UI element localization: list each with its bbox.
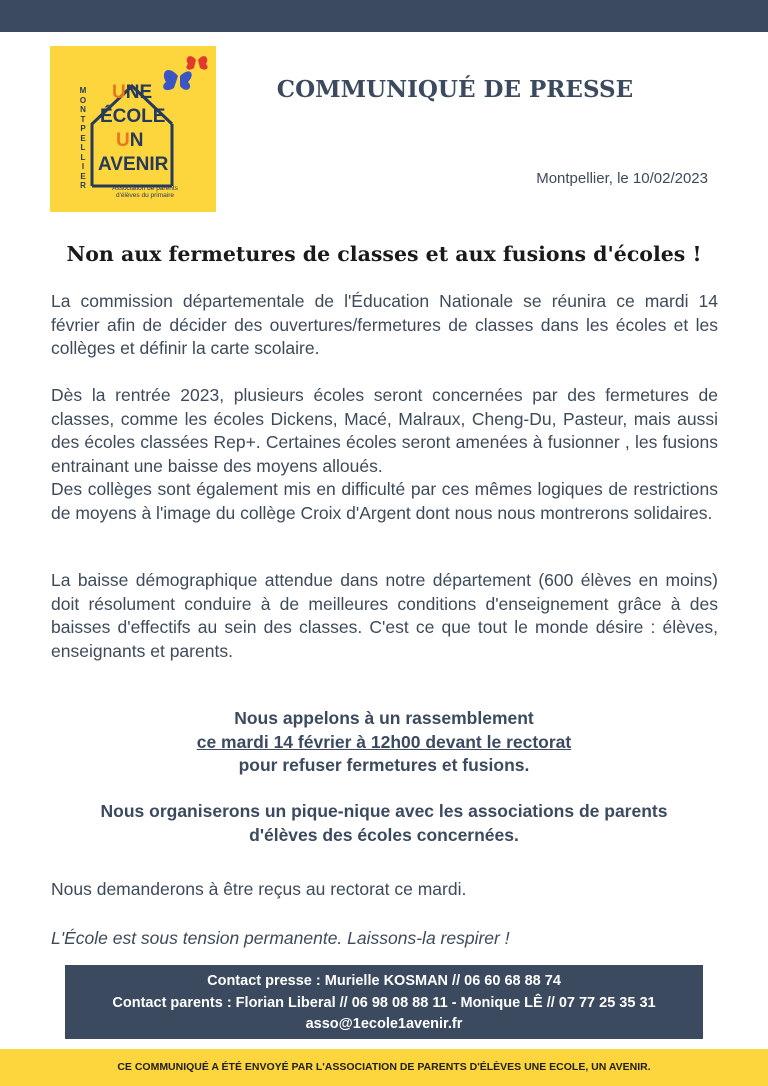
logo-side-text: M O N T P E L L I E R	[79, 86, 87, 190]
logo-line-une-rest: NE	[125, 82, 153, 103]
paragraph-closures-colleges: Des collèges sont également mis en difficulté par ces mêmes logiques de restrictions de moyens à l'image du collège Croix d'Argent dont nous nous montrerons solidaires.	[51, 479, 718, 523]
rectorate-request: Nous demanderons à être reçus au rectorat ce mardi.	[51, 879, 467, 899]
picnic-line-1: Nous organiserons un pique-nique avec les associations de parents	[100, 801, 668, 821]
closing-tagline: L'École est sous tension permanente. Laissons-la respirer !	[51, 928, 510, 948]
logo-line-un: UN	[116, 130, 144, 151]
rally-line-1: Nous appelons à un rassemblement	[234, 708, 534, 728]
picnic-line-2: d'élèves des écoles concernées.	[249, 824, 519, 845]
footer-note: CE COMMUNIQUÉ A ÉTÉ ENVOYÉ PAR L'ASSOCIATION DE PARENTS D'ÉLÈVES UNE ECOLE, UN AVENIR.	[0, 1049, 768, 1086]
press-release-title: COMMUNIQUÉ DE PRESSE	[276, 76, 634, 103]
picnic-callout	[40, 800, 728, 847]
paragraph-closures-schools: Dès la rentrée 2023, plusieurs écoles seront concernées par des fermetures de classes, comme les écoles Dickens, Macé, Malraux, Cheng-Du, Pasteur, mais aussi des écoles classées Rep+. Certaines écoles seront amenées à fusionner , les fusions entrainant une baisse des moyens alloués.	[51, 385, 718, 476]
rally-date-location: ce mardi 14 février à 12h00 devant le rectorat	[196, 731, 572, 752]
logo-line-une: UNE	[112, 82, 153, 103]
contact-email[interactable]: asso@1ecole1avenir.fr	[305, 1016, 463, 1032]
rally-callout	[40, 707, 728, 778]
contact-box	[65, 965, 703, 1039]
paragraph-commission: La commission départementale de l'Éducation Nationale se réunira ce mardi 14 février afin de décider des ouvertures/fermetures de classes dans les écoles et les collèges et définir la carte scolaire.	[51, 291, 718, 358]
association-logo	[50, 46, 216, 212]
rally-line-3: pour refuser fermetures et fusions.	[238, 755, 530, 775]
logo-line-avenir: AVENIR	[98, 154, 169, 175]
rally-line-2	[40, 731, 728, 755]
logo-subtitle-2: d'élèves du primaire	[116, 192, 174, 199]
top-bar	[0, 0, 768, 32]
paragraph-demography: La baisse démographique attendue dans notre département (600 élèves en moins) doit résolument conduire à de meilleures conditions d'enseignement grâce à des baisses d'effectifs au sein des classes. C'est ce que tout le monde désire : élèves, enseignants et parents.	[51, 570, 718, 661]
press-contact: Contact presse : Murielle KOSMAN // 06 60 68 88 74	[207, 973, 561, 989]
headline: Non aux fermetures de classes et aux fusions d'écoles !	[66, 242, 702, 266]
release-date: Montpellier, le 10/02/2023	[536, 170, 708, 187]
butterfly-red-icon	[186, 56, 207, 70]
paragraph-closures	[51, 384, 718, 525]
logo-subtitle-1: Association de parents	[112, 185, 178, 192]
parents-contact: Contact parents : Florian Liberal // 06 98 08 88 11 - Monique LÊ // 07 77 25 35 31	[112, 994, 656, 1011]
butterfly-blue-icon	[163, 70, 192, 90]
logo-line-ecole: ÉCOLE	[100, 106, 166, 127]
